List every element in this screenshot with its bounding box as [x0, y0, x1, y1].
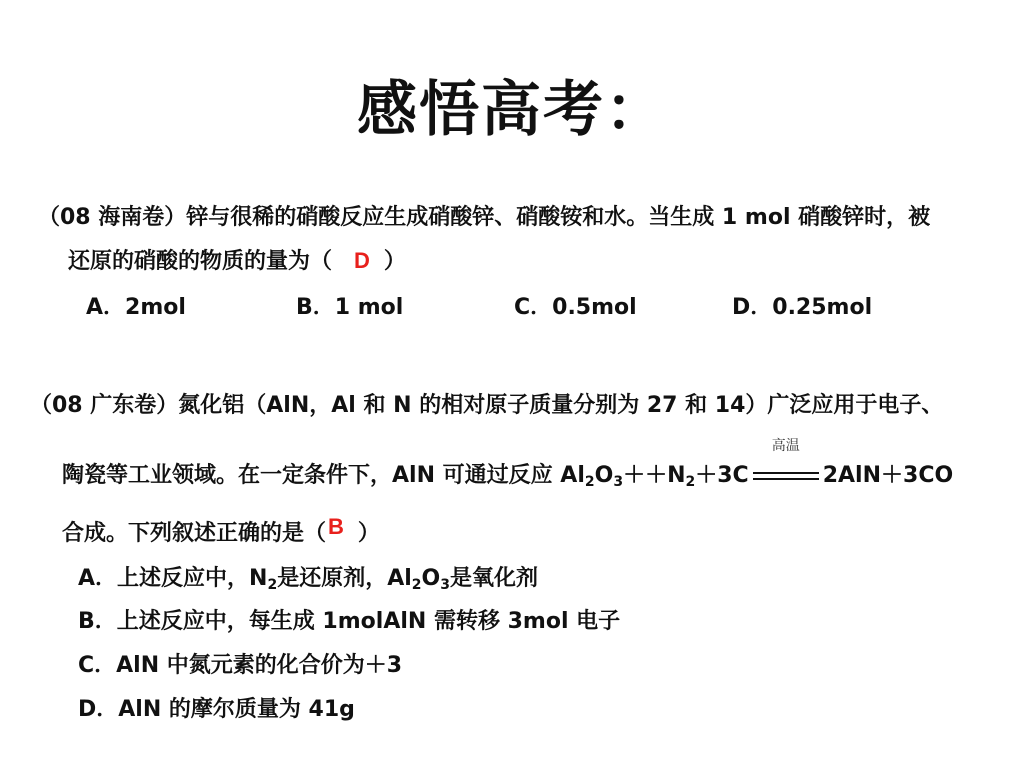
- reaction-equals-sign: [751, 438, 821, 487]
- q2-option-b: B．上述反应中，每生成 1molAlN 需转移 3mol 电子: [78, 609, 621, 634]
- q1-option-c: C．0.5mol: [514, 295, 637, 320]
- subscript: 2: [685, 474, 696, 490]
- subscript: 2: [267, 577, 278, 593]
- oxygen-symbol: O: [421, 566, 441, 591]
- q1-option-d: D．0.25mol: [732, 295, 873, 320]
- q2-answer: B: [328, 514, 344, 539]
- q1-stem-text: 还原的硝酸的物质的量为（: [68, 249, 333, 274]
- q2-stem-text: 合成。下列叙述正确的是（: [62, 521, 327, 546]
- q1-stem-close: ）: [383, 249, 406, 274]
- subscript: 2: [411, 577, 422, 593]
- q2-reaction-line: [62, 438, 954, 490]
- q2-option-a: [78, 561, 538, 592]
- q1-stem-line1: （08 海南卷）锌与很稀的硝酸反应生成硝酸锌、硝酸铵和水。当生成 1 mol 硝酸锌时，被: [38, 205, 931, 230]
- q2-stem-line1: （08 广东卷）氮化铝（AlN，Al 和 N 的相对原子质量分别为 27 和 14）广泛应用于电子、: [30, 393, 944, 418]
- subscript: 3: [440, 577, 450, 593]
- q2-option-c: C．AlN 中氮元素的化合价为＋3: [78, 653, 403, 678]
- reactant-n: ＋＋N: [623, 463, 686, 488]
- subscript: 3: [613, 474, 624, 490]
- q2-option-a-text: A．上述反应中，N: [78, 566, 268, 591]
- q1-option-b: B．1 mol: [296, 295, 404, 320]
- subscript: 2: [584, 474, 595, 490]
- q1-answer: D: [354, 248, 370, 273]
- q2-option-a-text: 是还原剂，Al: [277, 566, 412, 591]
- q2-reaction-text: 陶瓷等工业领域。在一定条件下，AlN 可通过反应 Al: [62, 463, 585, 488]
- q2-option-a-text: 是氧化剂: [449, 566, 538, 591]
- reaction-product: 2AlN＋3CO: [822, 463, 954, 488]
- slide-title: 感悟高考：: [357, 75, 667, 145]
- q1-option-a: A．2mol: [86, 295, 186, 320]
- q2-option-d: D．AlN 的摩尔质量为 41g: [78, 697, 355, 722]
- q2-stem-close: ）: [357, 521, 380, 546]
- q2-stem-line3: [62, 516, 380, 547]
- reaction-condition: 高温: [771, 438, 800, 454]
- reactant-c: ＋3C: [695, 463, 749, 488]
- q1-stem-line2: [68, 244, 406, 275]
- oxygen-symbol: O: [594, 463, 614, 488]
